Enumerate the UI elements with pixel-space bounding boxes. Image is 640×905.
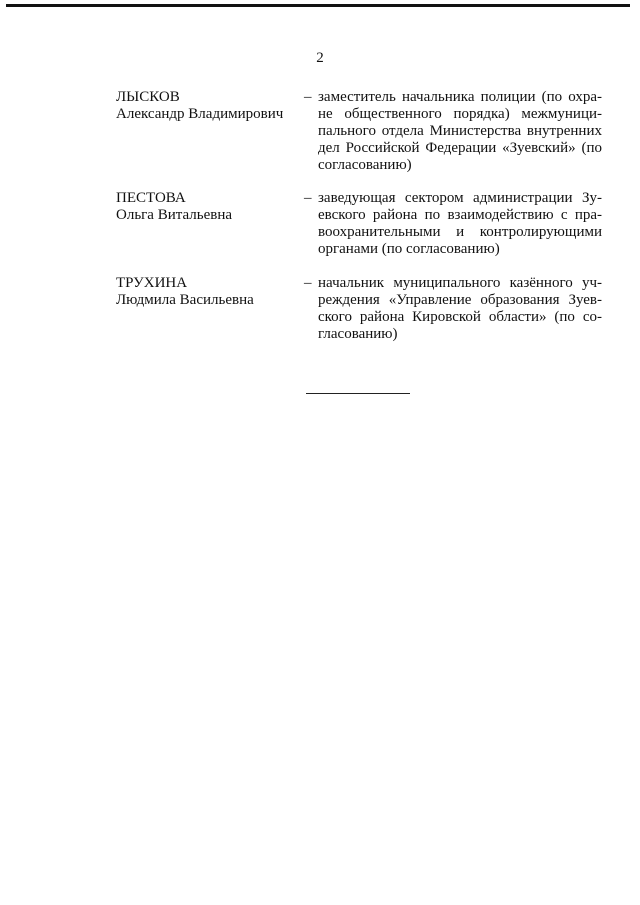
role-line: евского района по взаимодействию с пра- — [318, 207, 602, 223]
page-number: 2 — [316, 50, 324, 66]
member-role — [318, 89, 602, 174]
entry-dash: – — [304, 190, 312, 206]
end-of-list-rule — [306, 393, 410, 394]
member-name — [116, 190, 306, 224]
member-given-names: Александр Владимирович — [116, 106, 284, 122]
member-surname: ПЕСТОВА — [116, 190, 186, 206]
member-role — [318, 275, 602, 343]
member-name — [116, 89, 306, 123]
role-line: начальник муниципального казённого уч- — [318, 275, 602, 291]
member-surname: ТРУХИНА — [116, 275, 188, 291]
role-line: реждения «Управление образования Зуев- — [318, 292, 602, 308]
role-line: органами (по согласованию) — [318, 241, 500, 257]
member-role — [318, 190, 602, 258]
role-line: заместитель начальника полиции (по охра- — [318, 89, 602, 105]
role-line: согласованию) — [318, 157, 412, 173]
role-line: дел Российской Федерации «Зуевский» (по — [318, 140, 602, 156]
member-surname: ЛЫСКОВ — [116, 89, 180, 105]
role-line: пального отдела Министерства внутренних — [318, 123, 602, 139]
role-line: ского района Кировской области» (по со- — [318, 309, 602, 325]
top-border-line — [6, 4, 630, 7]
entry-dash: – — [304, 89, 312, 105]
member-name — [116, 275, 306, 309]
member-given-names: Людмила Васильевна — [116, 292, 254, 308]
role-line: воохранительными и контролирующими — [318, 224, 602, 240]
role-line: заведующая сектором администрации Зу- — [318, 190, 602, 206]
role-line: гласованию) — [318, 326, 398, 342]
member-given-names: Ольга Витальевна — [116, 207, 233, 223]
entry-dash: – — [304, 275, 312, 291]
role-line: не общественного порядка) межмуници- — [318, 106, 602, 122]
